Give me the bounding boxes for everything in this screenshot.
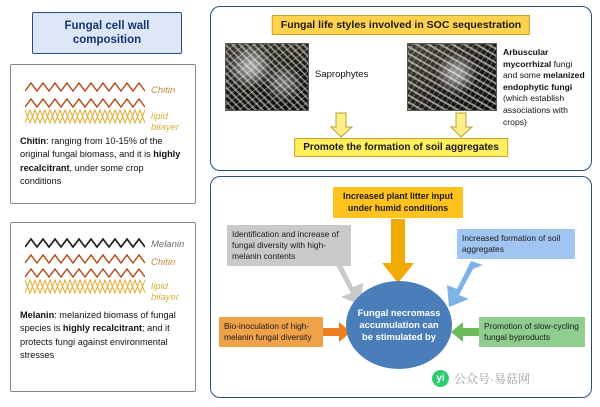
node-slow-cycling-byproducts: Promotion of slow-cycling fungal byproducts (479, 317, 585, 347)
chitin-desc-bold: highly recalcitrant (20, 149, 181, 173)
arrow-aggregates-to-center-icon (443, 261, 483, 309)
melanin-chitin-label: Chitin (151, 257, 176, 268)
melanin-panel (10, 222, 196, 392)
life-styles-header: Fungal life styles involved in SOC sequestration (272, 15, 530, 35)
chitin-description (20, 135, 186, 188)
mycorrhizal-caption-mid: fungi and some (503, 58, 573, 81)
chitin-desc-2: , under some crop conditions (20, 162, 144, 187)
watermark (432, 370, 530, 387)
lipid-bilayer-icon (25, 107, 145, 127)
mycorrhizal-caption-tail: (which establish associations with crops) (503, 93, 568, 127)
center-node-fungal-necromass: Fungal necromass accumulation can be stimulated by (346, 281, 452, 369)
melanin-diagram (19, 231, 187, 305)
mycorrhizal-caption-bold-2: melanized endophytic fungi (503, 70, 585, 92)
life-styles-box (210, 6, 592, 171)
saprophyte-photo (225, 43, 309, 111)
arrow-litter-to-center-icon (381, 219, 415, 285)
cell-wall-title: Fungal cell wall composition (32, 12, 182, 54)
chitin-desc-1: : ranging from 10-15% of the original fungal biomass, and it is (20, 136, 163, 160)
chitin-panel (10, 64, 196, 204)
node-fungal-diversity-identification: Identification and increase of fungal diversity with high-melanin contents (227, 225, 351, 266)
melanin-zigzag-icon (25, 235, 145, 251)
melanin-lipid-bilayer-icon (25, 277, 145, 297)
saprophyte-caption: Saprophytes (315, 69, 369, 80)
watermark-text: 公众号·易菇网 (454, 372, 530, 386)
mycorrhizal-photo (407, 43, 497, 111)
node-bio-inoculation: Bio-inoculation of high-melanin fungal diversity (219, 317, 323, 347)
chitin-diagram (19, 73, 187, 131)
melanin-desc-2: ; and it protects fungi against environmental stresses (20, 323, 170, 361)
watermark-logo-icon: yi (432, 370, 449, 387)
promote-aggregates-banner: Promote the formation of soil aggregates (294, 138, 508, 157)
arrow-down-right-icon (449, 112, 475, 138)
lipid-bilayer-label: lipid bilayer (151, 111, 179, 133)
left-column (10, 6, 202, 398)
melanin-label: Melanin (151, 239, 185, 250)
melanin-desc-bold: highly recalcitrant (62, 323, 143, 334)
node-plant-litter: Increased plant litter input under humid conditions (333, 187, 463, 218)
arrow-down-left-icon (329, 112, 355, 138)
mycorrhizal-caption-bold-1: Arbuscular mycorrhizal (503, 47, 552, 69)
arrow-promotion-to-center-icon (451, 322, 479, 342)
node-soil-aggregates: Increased formation of soil aggregates (457, 229, 575, 259)
mycorrhizal-caption (503, 47, 587, 128)
chitin-term: Chitin (20, 136, 47, 146)
necromass-box (210, 176, 592, 398)
chitin-zigzag-icon (25, 79, 145, 95)
melanin-description (20, 309, 186, 362)
melanin-desc-1: : melanized biomass of fungal species is (20, 310, 176, 334)
chitin-label: Chitin (151, 85, 176, 96)
melanin-lipid-label: lipid bilayer (151, 281, 179, 303)
melanin-term: Melanin (20, 310, 55, 320)
